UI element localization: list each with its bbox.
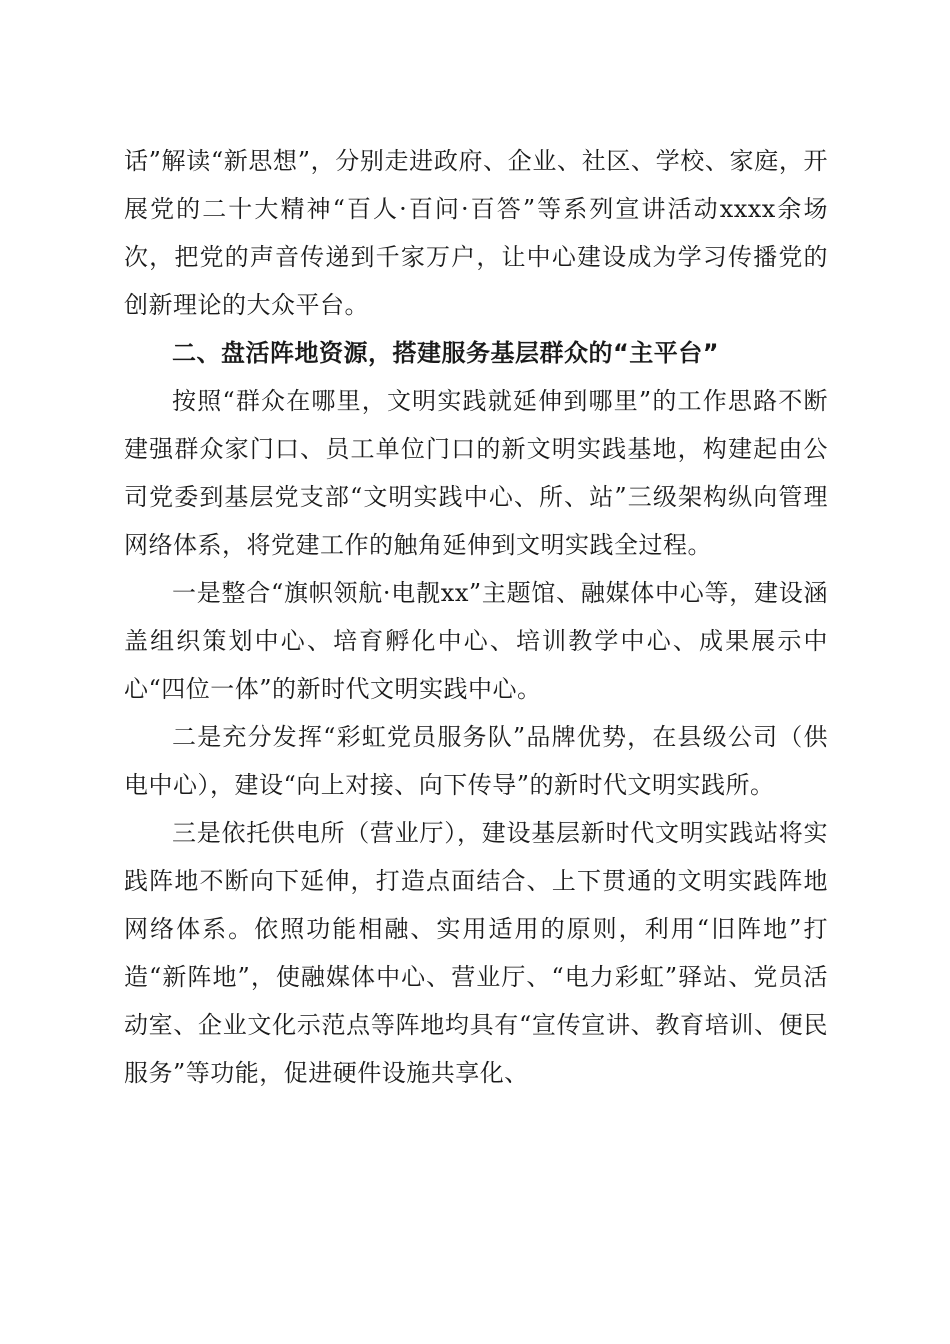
paragraph: 二是充分发挥“彩虹党员服务队”品牌优势，在县级公司（供电中心），建设“向上对接、向下传导”的新时代文明实践所。 [124, 723, 828, 799]
paragraph-continued: 话”解读“新思想”，分别走进政府、企业、社区、学校、家庭，开展党的二十大精神“百人·百问·百答”等系列宣讲活动xxxx余场次，把党的声音传递到千家万户，让中心建设成为学习传播党的创新理论的大众平台。 [124, 147, 828, 319]
section-heading: 二、盘活阵地资源，搭建服务基层群众的“主平台” [172, 339, 720, 367]
paragraph: 一是整合“旗帜领航·电靓xx”主题馆、融媒体中心等，建设涵盖组织策划中心、培育孵化中心、培训教学中心、成果展示中心“四位一体”的新时代文明实践中心。 [124, 579, 828, 703]
document-body [124, 137, 828, 1097]
paragraph: 三是依托供电所（营业厅），建设基层新时代文明实践站将实践阵地不断向下延伸，打造点面结合、上下贯通的文明实践阵地网络体系。依照功能相融、实用适用的原则，利用“旧阵地”打造“新阵地”，使融媒体中心、营业厅、“电力彩虹”驿站、党员活动室、企业文化示范点等阵地均具有“宣传宣讲、教育培训、便民服务”等功能，促进硬件设施共享化、 [124, 819, 828, 1087]
paragraph: 按照“群众在哪里，文明实践就延伸到哪里”的工作思路不断建强群众家门口、员工单位门口的新文明实践基地，构建起由公司党委到基层党支部“文明实践中心、所、站”三级架构纵向管理网络体系，将党建工作的触角延伸到文明实践全过程。 [124, 387, 828, 559]
